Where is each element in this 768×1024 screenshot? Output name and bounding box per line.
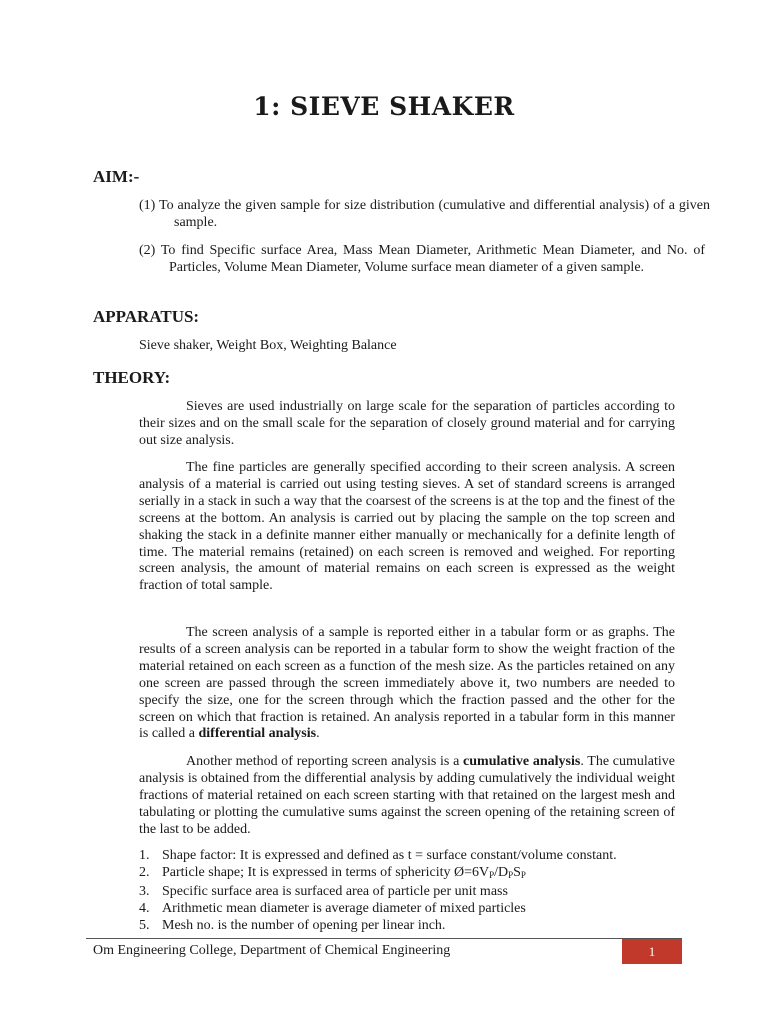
paragraph-4-start: Another method of reporting screen analysis is a bbox=[186, 754, 464, 769]
theory-paragraph-3 bbox=[139, 625, 675, 743]
apparatus-text: Sieve shaker, Weight Box, Weighting Balance bbox=[139, 338, 397, 353]
list-text: Specific surface area is surfaced area of particle per unit mass bbox=[162, 883, 508, 899]
theory-heading: THEORY: bbox=[93, 368, 171, 387]
apparatus-heading: APPARATUS: bbox=[93, 307, 200, 326]
footer-text: Om Engineering College, Department of Chemical Engineering bbox=[93, 943, 451, 958]
differential-analysis-term: differential analysis bbox=[198, 726, 317, 742]
sphericity-sub-3: P bbox=[520, 869, 526, 880]
list-number: 5. bbox=[139, 917, 150, 933]
sphericity-slash: /D bbox=[494, 864, 509, 880]
list-text: Shape factor: It is expressed and defined as t = surface constant/volume constant. bbox=[162, 848, 617, 863]
paragraph-4-rest: . The cumulative analysis is obtained from the differential analysis by adding cumulatively the individual weight fractions of material retained on each screen starting with that retained on the largest mesh and tabulating or plotting the cumulative sums against the screen opening of the retaining screen of the last to be added. bbox=[139, 754, 675, 837]
cumulative-analysis-term: cumulative analysis bbox=[463, 754, 581, 769]
paragraph-3-text: The screen analysis of a sample is reported either in a tabular form or as graphs. The results of a screen analysis can be reported in a tabular form to show the weight fraction of the material retained on each screen as a function of the mesh size. As the particles retained on any one screen are passed through the screen immediately above it, two numbers are needed to specify the size, one for the screen through which the fraction passed and the other for the screen on which that fraction is retained. An analysis reported in a tabular form in this manner is called a bbox=[139, 625, 675, 742]
sphericity-text: Particle shape; It is expressed in terms of sphericity Ø=6V bbox=[162, 864, 490, 880]
footer-divider bbox=[86, 938, 682, 939]
list-text-sphericity bbox=[162, 865, 526, 884]
theory-paragraph-2: The fine particles are generally specified according to their screen analysis. A screen analysis of a material is carried out using testing sieves. A set of standard screens is arranged serially in a stack in such a way that the coarsest of the screens is at the top and the finest of the screens at the bottom. An analysis is carried out by placing the sample on the top screen and shaking the stack in a definite manner either manually or mechanically for a definite length of time. The material remains (retained) on each screen is removed and weighed. For reporting screen analysis, the amount of material remains on each screen is expressed as the weight fraction of total sample. bbox=[139, 460, 675, 594]
list-item bbox=[139, 865, 679, 884]
list-number: 1. bbox=[139, 848, 150, 863]
theory-paragraph-4 bbox=[139, 754, 675, 839]
list-number: 4. bbox=[139, 900, 150, 916]
sphericity-sub-1: P bbox=[489, 869, 495, 880]
theory-definitions-list bbox=[139, 848, 679, 935]
page-number-badge: 1 bbox=[622, 939, 682, 964]
list-text: Arithmetic mean diameter is average diameter of mixed particles bbox=[162, 900, 526, 916]
theory-paragraph-1: Sieves are used industrially on large scale for the separation of particles according to their sizes and on the small scale for the separation of closely ground material and for carrying out size analysis. bbox=[139, 399, 675, 448]
list-item bbox=[139, 848, 679, 865]
aim-item-2: (2) To find Specific surface Area, Mass Mean Diameter, Arithmetic Mean Diameter, and No. of Particles, Volume Mean Diameter, Volume surface mean diameter of a given sample. bbox=[139, 243, 705, 275]
list-item bbox=[139, 901, 679, 918]
list-item bbox=[139, 918, 679, 935]
list-text: Mesh no. is the number of opening per linear inch. bbox=[162, 917, 446, 933]
aim-heading: AIM:- bbox=[93, 167, 140, 186]
list-item bbox=[139, 884, 679, 901]
aim-item-1: (1) To analyze the given sample for size distribution (cumulative and differential analysis) of a given sample. bbox=[139, 198, 710, 230]
list-number: 3. bbox=[139, 883, 150, 899]
sphericity-s: S bbox=[513, 864, 521, 880]
list-number: 2. bbox=[139, 864, 150, 880]
page-title: 1: SIEVE SHAKER bbox=[253, 92, 515, 121]
sphericity-sub-2: P bbox=[508, 869, 514, 880]
paragraph-3-end: . bbox=[316, 726, 320, 742]
